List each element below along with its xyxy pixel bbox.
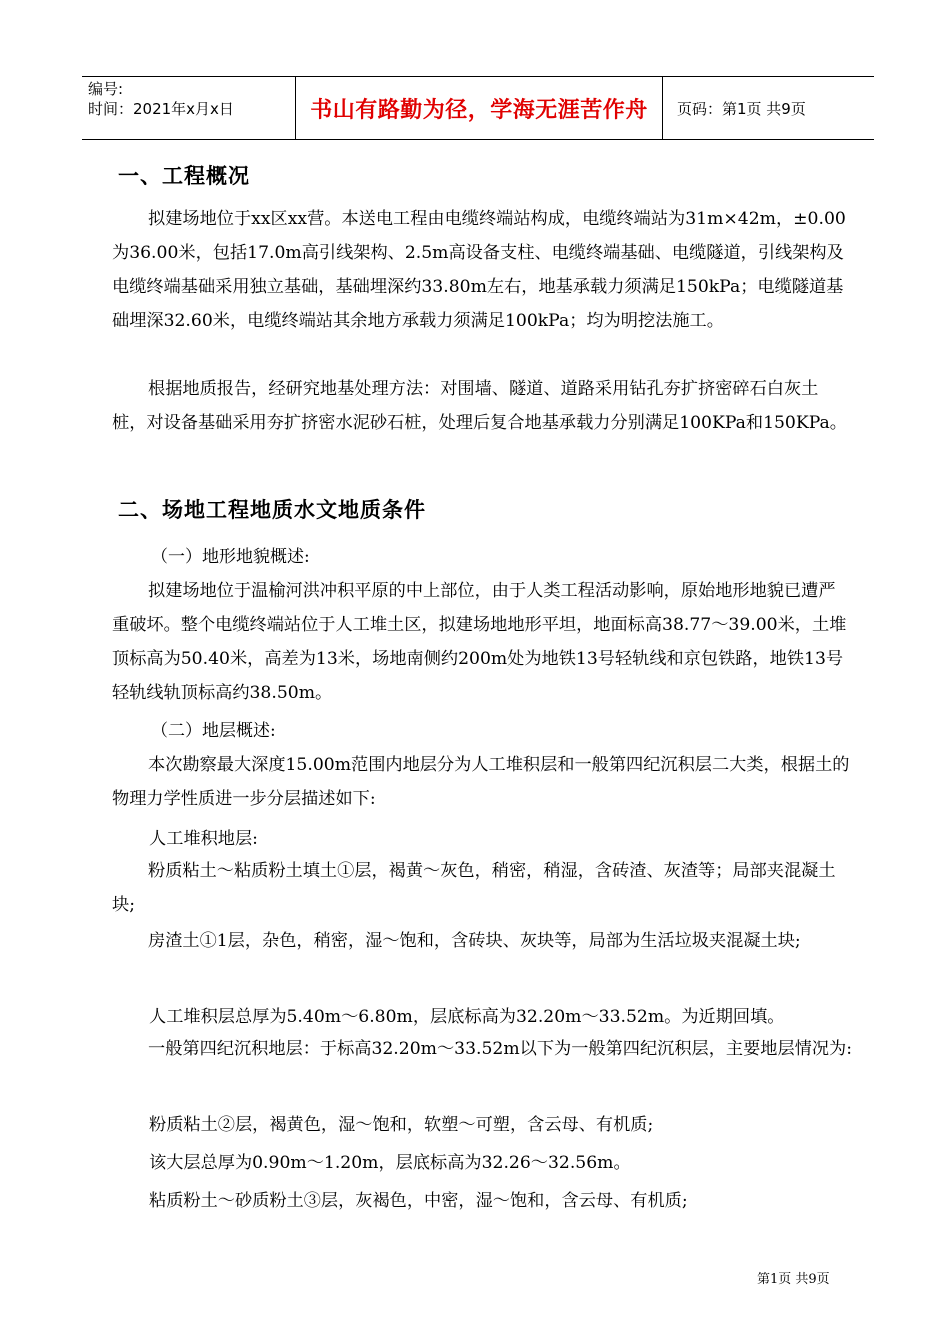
layer-1-1-paragraph: 房渣土①1层，杂色，稍密，湿～饱和，含砖块、灰块等，局部为生活垃圾夹混凝土块;: [148, 931, 801, 951]
time-label: 时间：2021年x月x日: [88, 100, 234, 118]
overview-paragraph-2: 根据地质报告，经研究地基处理方法：对围墙、隧道、道路采用钻孔夯扩挤密碎石白灰土桩，对设备基础采用夯扩挤密水泥砂石桩，处理后复合地基承载力分别满足100KPa和150KPa。: [112, 379, 847, 433]
section-title-geology: 二、场地工程地质水文地质条件: [118, 498, 426, 522]
overview-paragraph-1: 拟建场地位于xx区xx营。本送电工程由电缆终端站构成，电缆终端站为31m×42m，±0.00为36.00米，包括17.0m高引线架构、2.5m高设备支柱、电缆终端基础、电缆隧道，引线架构及电缆终端基础采用独立基础，基础埋深约33.80m左右，地基承载力须满足150kPa；电缆隧道基础埋深32.60米，电缆终端站其余地方承载力须满足100kPa；均为明挖法施工。: [112, 209, 846, 331]
artificial-layer-thickness: 人工堆积层总厚为5.40m～6.80m，层底标高为32.20m～33.52m。为近期回填。: [149, 1007, 785, 1027]
strata-paragraph: 本次勘察最大深度15.00m范围内地层分为人工堆积层和一般第四纪沉积层二大类，根据土的物理力学性质进一步分层描述如下:: [112, 755, 850, 809]
layer-1-paragraph: 粉质粘土～粘质粉土填土①层，褐黄～灰色，稍密，稍湿，含砖渣、灰渣等；局部夹混凝土块;: [112, 861, 836, 915]
header-meta: [82, 77, 295, 139]
page-footer: 第1页 共9页: [757, 1272, 830, 1287]
subsection-strata: （二）地层概述:: [151, 721, 276, 741]
header-page-label: 页码：第1页 共9页: [677, 99, 806, 118]
layer-3-line: 粘质粉土～砂质粉土③层，灰褐色，中密，湿～饱和，含云母、有机质;: [149, 1191, 688, 1211]
document-header: [82, 76, 874, 140]
subsection-terrain: （一）地形地貌概述:: [151, 547, 310, 567]
quaternary-paragraph: 一般第四纪沉积地层：于标高32.20m～33.52m以下为一般第四纪沉积层，主要地层情况为:: [148, 1039, 852, 1059]
section-title-overview: 一、工程概况: [118, 164, 250, 188]
header-motto: 书山有路勤为径，学海无涯苦作舟: [295, 77, 663, 139]
layer-2-line: 粉质粘土②层，褐黄色，湿～饱和，软塑～可塑，含云母、有机质;: [149, 1115, 654, 1135]
terrain-paragraph: 拟建场地位于温榆河洪冲积平原的中上部位，由于人类工程活动影响，原始地形地貌已遭严重破坏。整个电缆终端站位于人工堆土区，拟建场地地形平坦，地面标高38.77～39.00米，土堆顶标高为50.40米，高差为13米，场地南侧约200m处为地铁13号轻轨线和京包铁路，地铁13号轻轨线轨顶标高约38.50m。: [112, 581, 847, 703]
layer-thickness-line: 该大层总厚为0.90m～1.20m，层底标高为32.26～32.56m。: [149, 1153, 631, 1173]
artificial-layer-heading: 人工堆积地层:: [149, 829, 258, 849]
code-label: 编号:: [88, 80, 124, 98]
